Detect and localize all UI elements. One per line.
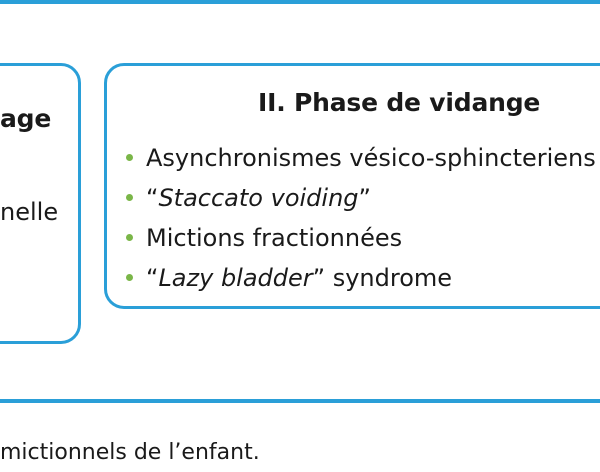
item-open-quote: “ — [146, 184, 159, 212]
bullet-icon — [126, 194, 133, 201]
bullet-icon — [126, 154, 133, 161]
bullet-icon — [126, 234, 133, 241]
list-item — [126, 178, 596, 218]
item-close-quote: ” — [358, 184, 371, 212]
voiding-phase-list — [126, 138, 596, 298]
list-item — [126, 258, 596, 298]
left-box-line-2: nelle — [0, 198, 59, 226]
bottom-rule — [0, 399, 600, 403]
list-item — [126, 138, 596, 178]
left-box-heading: age — [0, 104, 52, 133]
figure-caption: mictionnels de l’enfant. — [0, 440, 260, 465]
item-italic-text: Staccato voiding — [158, 184, 359, 212]
item-text: Asynchronismes vésico-sphincteriens — [146, 144, 596, 172]
top-rule — [0, 0, 600, 4]
bullet-icon — [126, 274, 133, 281]
list-item — [126, 218, 596, 258]
item-suffix: ” syndrome — [312, 264, 453, 292]
right-box-heading: II. Phase de vidange — [258, 88, 541, 117]
item-text: Mictions fractionnées — [146, 224, 403, 252]
item-open-quote: “ — [146, 264, 159, 292]
item-italic-text: Lazy bladder — [158, 264, 313, 292]
